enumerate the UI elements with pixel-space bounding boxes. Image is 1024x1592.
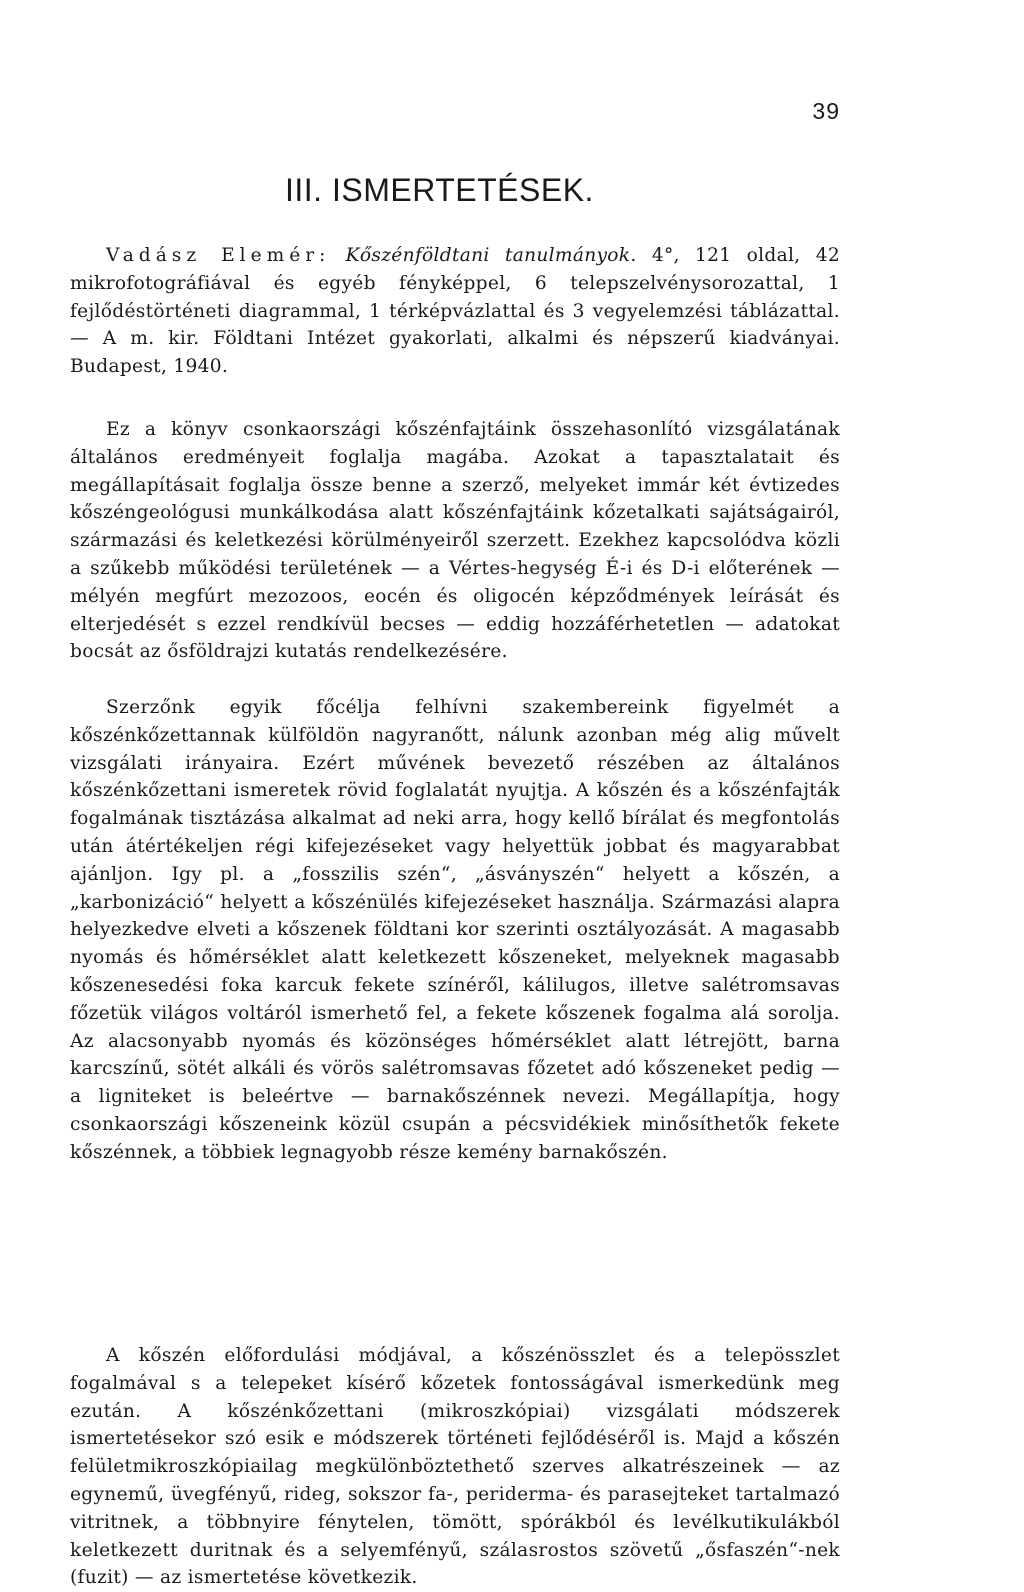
review-book-details: 4°, 121 oldal, 42 mikrofotográfiával és egyéb fényképpel, 6 telepszelvénysorozattal, 1 fejlődéstörténeti diagrammal, 1 térképvázlattal és 3 vegyelemzési táblázattal. — A m. kir. Földtani Intézet gyakorlati, alkalmi és népszerű kiadványai. Budapest, 1940.	[70, 245, 840, 378]
review-book-title: Kőszénföldtani tanulmányok.	[345, 245, 637, 266]
review-header	[70, 242, 840, 381]
paragraph-text: Ez a könyv csonkaországi kőszénfajtáink összehasonlító vizsgálatának általános eredményeit foglalja magába. Azokat a tapasztalatait és megállapításait foglalja össze benne a szerző, melyeket immár két évtizedes kőszéngeológusi munkálkodása alatt kőszénfajtáink kőzetalkati sajátságairól, származási és keletkezési körülményeiről szerzett. Ezekhez kapcsolódva közli a szűkebb működési területének — a Vértes-hegység É-i és D-i előterének — mélyén megfúrt mezozoos, eocén és oligocén képződmények leírását és elterjedését s ezzel rendkívül becses — eddig hozzáférhetetlen — adatokat bocsát az ősföldrajzi kutatás rendelkezésére.	[70, 419, 840, 663]
review-author: Vadász Elemér:	[106, 245, 331, 266]
page-number: 39	[812, 98, 840, 124]
paragraph-2	[70, 694, 840, 1167]
paragraph-3	[70, 1342, 840, 1592]
paragraph-text: A kőszén előfordulási módjával, a kőszénösszlet és a telepösszlet fogalmával s a telepeket kísérő kőzetek fontosságával ismerkedünk meg ezután. A kőszénkőzettani (mikroszkópiai) vizsgálati módszerek ismertetésekor szó esik e módszerek történeti fejlődéséről is. Majd a kőszén felületmikroszkópiailag megkülönböztethető szerves alkatrészeinek — az egynemű, üvegfényű, rideg, sokszor fa-, periderma- és parasejteket tartalmazó vitritnek, a többnyire fénytelen, tömött, spórákból és levélkutikulákból keletkezett duritnak és a selyemfényű, szálasrostos szövetű „ősfaszén“-nek (fuzit) — az ismertetése következik.	[70, 1345, 840, 1589]
paragraph-text: Szerzőnk egyik főcélja felhívni szakembereink figyelmét a kőszénkőzettannak külföldön nagyranőtt, nálunk azonban még alig művelt vizsgálati irányaira. Ezért művének bevezető részében az általános kőszénkőzettani ismeretek rövid foglalatát nyujtja. A kőszén és a kőszénfajták fogalmának tisztázása alkalmat ad neki arra, hogy kellő bírálat és megfontolás után átértékeljen régi kifejezéseket vagy helyettük jobbat és magyarabbat ajánljon. Igy pl. a „fosszilis szén“, „ásványszén“ helyett a kőszén, a „karbonizáció“ helyett a kőszénülés kifejezéseket használja. Származási alapra helyezkedve elveti a kőszenek földtani kor szerinti osztályozását. A magasabb nyomás és hőmérséklet alatt keletkezett kőszeneket, melyeknek magasabb kőszenesedési foka karcuk fekete színéről, kálilugos, illetve salétromsavas főzetük világos voltáról ismerhető fel, a fekete kőszenek fogalma alá sorolja. Az alacsonyabb nyomás és közönséges hőmérséklet alatt létrejött, barna karcszínű, sötét alkáli és vörös salétromsavas főzetet adó kőszeneket pedig — a ligniteket is beleértve — barnakőszénnek nevezi. Megállapítja, hogy csonkaországi kőszeneink közül csupán a pécsvidékiek minősíthetők fekete kőszénnek, a többiek legnagyobb része kemény barnakőszén.	[70, 697, 840, 1163]
paragraph-1	[70, 416, 840, 666]
section-title: III. ISMERTETÉSEK.	[285, 172, 594, 208]
